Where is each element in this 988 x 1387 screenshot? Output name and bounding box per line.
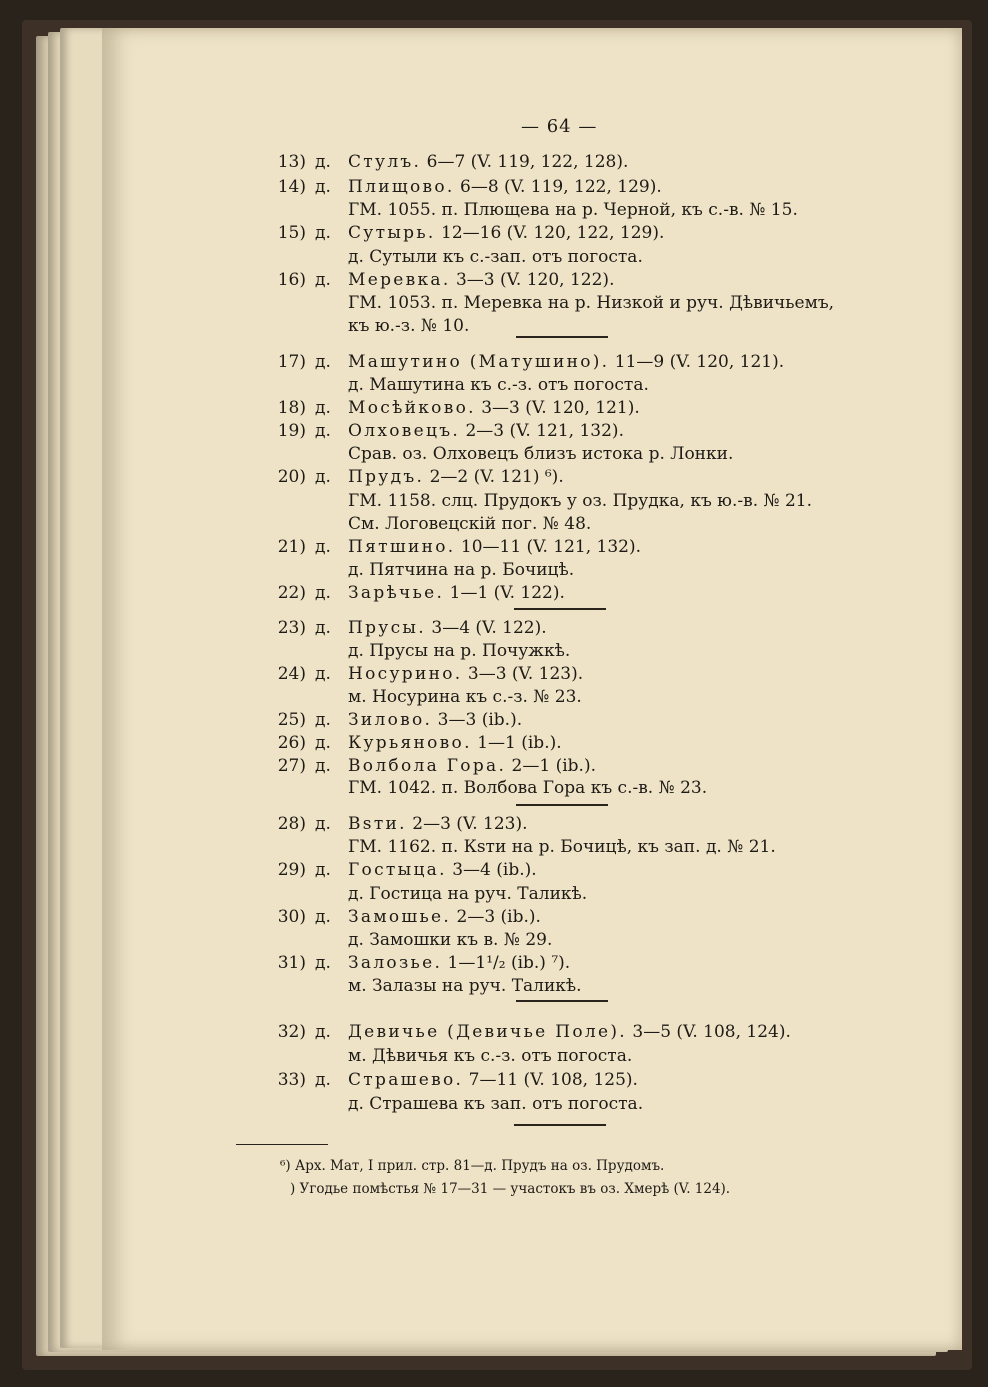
entry-type: д.	[315, 398, 331, 418]
entry-type: д.	[315, 618, 331, 638]
entry-note: д. Пятчина на р. Бочицѣ.	[348, 560, 575, 580]
entry-type: д.	[315, 860, 331, 880]
entry-note: ГМ. 1055. п. Плющева на р. Черной, къ с.-в. № 15.	[348, 200, 798, 220]
entry-name: Зарѣчье.	[348, 583, 445, 603]
entry-number: 24)	[277, 664, 306, 684]
list-item	[0, 582, 900, 604]
entry-name: Гостыца.	[348, 860, 447, 880]
entry-number: 14)	[277, 177, 306, 197]
entry-detail: 3—5 (V. 108, 124).	[626, 1022, 791, 1042]
entry-detail: 1—1¹/₂ (ib.) ⁷).	[442, 953, 571, 973]
entry-type: д.	[315, 814, 331, 834]
entry-detail: 3—4 (ib.).	[446, 860, 537, 880]
list-item	[0, 176, 900, 198]
entry-name: Волбола Гора.	[348, 756, 507, 776]
entry-note: д. Гостица на руч. Таликѣ.	[348, 884, 588, 904]
section-divider	[514, 1124, 606, 1126]
entry-number: 29)	[277, 860, 306, 880]
footnote-divider	[236, 1144, 328, 1145]
list-item	[0, 269, 900, 291]
entry-name: Меревка.	[348, 270, 451, 290]
entry-detail: 2—3 (V. 123).	[406, 814, 528, 834]
entry-number: 15)	[277, 223, 306, 243]
entry-type: д.	[315, 537, 331, 557]
entry-detail: 11—9 (V. 120, 121).	[609, 352, 785, 372]
entry-type: д.	[315, 467, 331, 487]
entry-detail: 3—3 (V. 123).	[462, 664, 584, 684]
list-item	[0, 732, 900, 754]
entry-note: ГМ. 1053. п. Меревка на р. Низкой и руч. Дѣвичьемъ,	[348, 293, 835, 313]
entry-detail: 12—16 (V. 120, 122, 129).	[435, 223, 665, 243]
entry-name: Стулъ.	[348, 152, 422, 172]
entry-name: Прудъ.	[348, 467, 425, 487]
entry-number: 21)	[277, 537, 306, 557]
entry-detail: 2—2 (V. 121) ⁶).	[424, 467, 564, 487]
entry-detail: 1—1 (ib.).	[471, 733, 562, 753]
entry-number: 22)	[277, 583, 306, 603]
entry-number: 30)	[277, 907, 306, 927]
list-item	[0, 755, 900, 777]
list-item	[0, 617, 900, 639]
entry-note: Срав. оз. Олховецъ близъ истока р. Лонки.	[348, 444, 734, 464]
list-item	[0, 906, 900, 928]
entry-detail: 10—11 (V. 121, 132).	[455, 537, 642, 557]
entry-note: д. Страшева къ зап. отъ погоста.	[348, 1094, 644, 1114]
entry-type: д.	[315, 223, 331, 243]
entry-type: д.	[315, 1022, 331, 1042]
list-item	[0, 222, 900, 244]
entry-number: 13)	[277, 152, 306, 172]
entry-number: 19)	[277, 421, 306, 441]
entry-note: ГМ. 1158. слц. Прудокъ у оз. Прудка, къ ю.-в. № 21.	[348, 491, 813, 511]
entry-note: д. Прусы на р. Почужкѣ.	[348, 641, 571, 661]
entry-note: д. Машутина къ с.-з. отъ погоста.	[348, 375, 649, 395]
entry-type: д.	[315, 710, 331, 730]
entry-name: Страшево.	[348, 1070, 464, 1090]
entry-number: 25)	[277, 710, 306, 730]
entry-type: д.	[315, 177, 331, 197]
entry-number: 28)	[277, 814, 306, 834]
entry-note: д. Сутыли къ с.-зап. отъ погоста.	[348, 247, 643, 267]
entry-note: ГМ. 1042. п. Волбова Гора къ с.-в. № 23.	[348, 778, 708, 798]
page-number: — 64 —	[521, 116, 598, 137]
entry-name: Зилово.	[348, 710, 433, 730]
entry-name: Носурино.	[348, 664, 463, 684]
list-item	[0, 536, 900, 558]
entry-name: Вsти.	[348, 814, 407, 834]
entry-detail: 2—3 (V. 121, 132).	[460, 421, 624, 441]
entry-number: 31)	[277, 953, 306, 973]
list-item	[0, 1069, 900, 1091]
entry-detail: 1—1 (V. 122).	[444, 583, 565, 603]
entry-number: 26)	[277, 733, 306, 753]
footnote: ⁶) Арх. Мат, I прил. стр. 81—д. Прудъ на оз. Прудомъ.	[280, 1158, 665, 1174]
entry-type: д.	[315, 152, 331, 172]
entry-name: Пятшино.	[348, 537, 456, 557]
entry-number: 18)	[277, 398, 306, 418]
list-item	[0, 351, 900, 373]
entry-number: 16)	[277, 270, 306, 290]
entry-name: Сутырь.	[348, 223, 436, 243]
entry-name: Плищово.	[348, 177, 455, 197]
list-item	[0, 466, 900, 488]
entry-detail: 3—3 (ib.).	[432, 710, 523, 730]
entry-detail: 2—3 (ib.).	[451, 907, 541, 927]
entry-detail: 3—4 (V. 122).	[425, 618, 547, 638]
entry-detail: 6—8 (V. 119, 122, 129).	[454, 177, 662, 197]
entry-name: Курьяново.	[348, 733, 472, 753]
entry-detail: 6—7 (V. 119, 122, 128).	[421, 152, 629, 172]
entry-name: Мосѣйково.	[348, 398, 476, 418]
entry-note: д. Замошки къ в. № 29.	[348, 930, 553, 950]
entry-type: д.	[315, 1070, 331, 1090]
entry-detail: 2—1 (ib.).	[506, 756, 596, 776]
list-item	[0, 1021, 900, 1043]
entry-number: 32)	[277, 1022, 306, 1042]
entry-detail: 3—3 (V. 120, 121).	[475, 398, 640, 418]
list-item	[0, 859, 900, 881]
entry-name: Машутино (Матушино).	[348, 352, 610, 372]
entry-detail: 3—3 (V. 120, 122).	[450, 270, 615, 290]
entry-type: д.	[315, 352, 331, 372]
entry-number: 33)	[277, 1070, 306, 1090]
entry-type: д.	[315, 583, 331, 603]
entry-name: Олховецъ.	[348, 421, 461, 441]
list-item	[0, 420, 900, 442]
entry-note: къ ю.-з. № 10.	[348, 316, 470, 336]
entry-detail: 7—11 (V. 108, 125).	[463, 1070, 638, 1090]
list-item	[0, 151, 900, 173]
section-divider	[514, 608, 606, 610]
list-item	[0, 663, 900, 685]
entry-type: д.	[315, 733, 331, 753]
entry-type: д.	[315, 756, 331, 776]
entry-type: д.	[315, 907, 331, 927]
footnote: ) Угодье помѣстья № 17—31 — участокъ въ оз. Хмерѣ (V. 124).	[290, 1181, 731, 1197]
entry-number: 23)	[277, 618, 306, 638]
list-item	[0, 397, 900, 419]
entry-note: ГМ. 1162. п. Кsти на р. Бочицѣ, къ зап. д. № 21.	[348, 837, 776, 857]
list-item	[0, 952, 900, 974]
entry-note: м. Дѣвичья къ с.-з. отъ погоста.	[348, 1046, 633, 1066]
entry-type: д.	[315, 421, 331, 441]
entry-number: 20)	[277, 467, 306, 487]
entry-type: д.	[315, 664, 331, 684]
list-item	[0, 813, 900, 835]
section-divider	[516, 804, 608, 806]
entry-note: м. Носурина къ с.-з. № 23.	[348, 687, 582, 707]
list-item	[0, 709, 900, 731]
section-divider	[516, 1000, 608, 1002]
entry-note: См. Логовецскій пог. № 48.	[348, 514, 592, 534]
entry-name: Замошье.	[348, 907, 452, 927]
entry-number: 27)	[277, 756, 306, 776]
entry-note: м. Залазы на руч. Таликѣ.	[348, 976, 582, 996]
entry-type: д.	[315, 270, 331, 290]
entry-type: д.	[315, 953, 331, 973]
entry-name: Прусы.	[348, 618, 426, 638]
section-divider	[516, 336, 608, 338]
entry-number: 17)	[277, 352, 306, 372]
entry-name: Девичье (Девичье Поле).	[348, 1022, 627, 1042]
entry-name: Залозье.	[348, 953, 443, 973]
